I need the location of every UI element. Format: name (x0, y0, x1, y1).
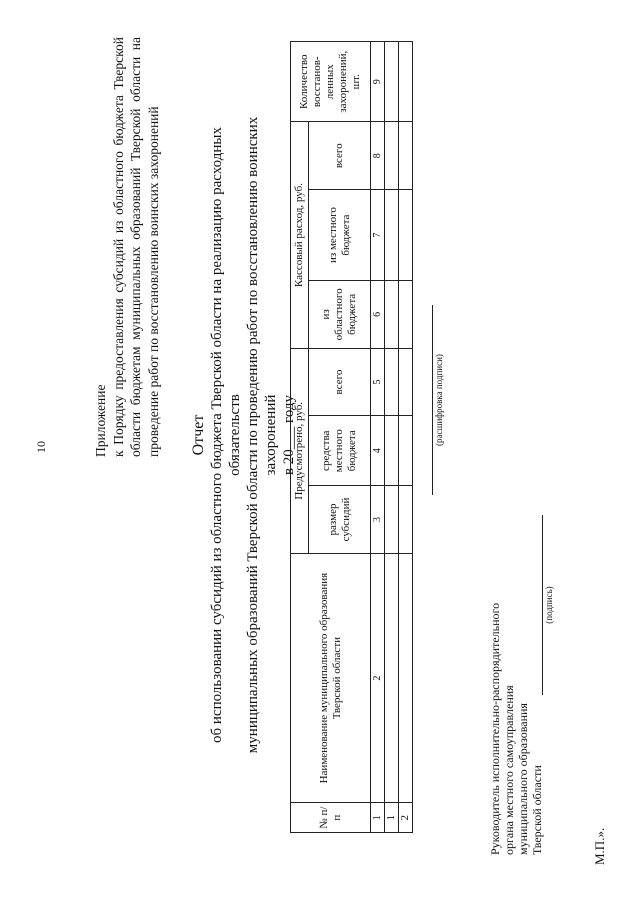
table-cell (399, 190, 413, 281)
column-number: 9 (371, 42, 385, 122)
group-header-cash: Кассовый расход, руб. (291, 122, 309, 348)
table-cell (385, 553, 399, 803)
column-number: 4 (371, 416, 385, 486)
table-cell (385, 122, 399, 190)
col-header-municipality: Наименование муниципального образования Тверской области (291, 553, 371, 803)
appendix-body: к Порядку предоставления субсидий из областного бюджета Тверской области бюджетам муниципальных образований Тверской области на проведение работ по восстановлению воинских захоронений (110, 37, 161, 457)
footer-line-4: Тверской области (530, 765, 544, 855)
table-cell (399, 416, 413, 486)
table-cell (399, 553, 413, 803)
table-cell (385, 416, 399, 486)
col-header-cash-regional: из областного бюджета (309, 281, 371, 349)
table-cell (399, 281, 413, 349)
table-cell: 1 (385, 803, 399, 833)
col-header-planned-subsidy: размер субсидий (309, 486, 371, 554)
column-number: 3 (371, 486, 385, 554)
column-number: 6 (371, 281, 385, 349)
signature-label: (подпись) (542, 515, 554, 695)
col-header-count: Количество восстанов-ленных захоронений, шт. (291, 42, 371, 122)
table-row (385, 42, 399, 833)
footer-line-3: муниципального образования (516, 703, 530, 855)
table-cell (399, 42, 413, 122)
column-number-row (371, 42, 385, 833)
table-cell (399, 348, 413, 416)
col-header-cash-total: всего (309, 122, 371, 190)
table-cell (399, 122, 413, 190)
report-title (190, 95, 298, 775)
column-number: 2 (371, 553, 385, 803)
stamp-place: М.П.». (592, 827, 607, 865)
column-number: 1 (371, 803, 385, 833)
report-line-3: в 20___ году (281, 394, 297, 476)
table-cell: 2 (399, 803, 413, 833)
col-header-planned-total: всего (309, 348, 371, 416)
table-cell (385, 348, 399, 416)
column-number: 8 (371, 122, 385, 190)
group-header-planned: Предусмотрено, руб. (291, 348, 309, 553)
table-cell (385, 486, 399, 554)
table-cell (385, 281, 399, 349)
col-header-number: № п/п (291, 803, 371, 833)
report-table (290, 41, 413, 833)
signature-decode-label: (расшифровка подписи) (432, 305, 444, 495)
report-line-1: об использовании субсидий из областного бюджета Тверской области на реализацию расходных обязательств (209, 127, 243, 743)
table-cell (385, 190, 399, 281)
table-cell (385, 42, 399, 122)
appendix-block (92, 37, 162, 457)
appendix-title: Приложение (93, 384, 108, 457)
report-heading: Отчет (190, 414, 207, 456)
column-number: 5 (371, 348, 385, 416)
column-number: 7 (371, 190, 385, 281)
col-header-cash-local: из местного бюджета (309, 190, 371, 281)
footer-line-2: органа местного самоуправления (502, 685, 516, 855)
footer-line-1: Руководитель исполнительно-распорядительного (488, 602, 502, 855)
table-row (399, 42, 413, 833)
page-number: 10 (34, 441, 48, 453)
table-cell (399, 486, 413, 554)
signature-block (488, 335, 544, 855)
report-line-2: муниципальных образований Тверской области по проведению работ по восстановлению воинских захоронений (245, 116, 279, 754)
col-header-planned-local: средства местного бюджета (309, 416, 371, 486)
